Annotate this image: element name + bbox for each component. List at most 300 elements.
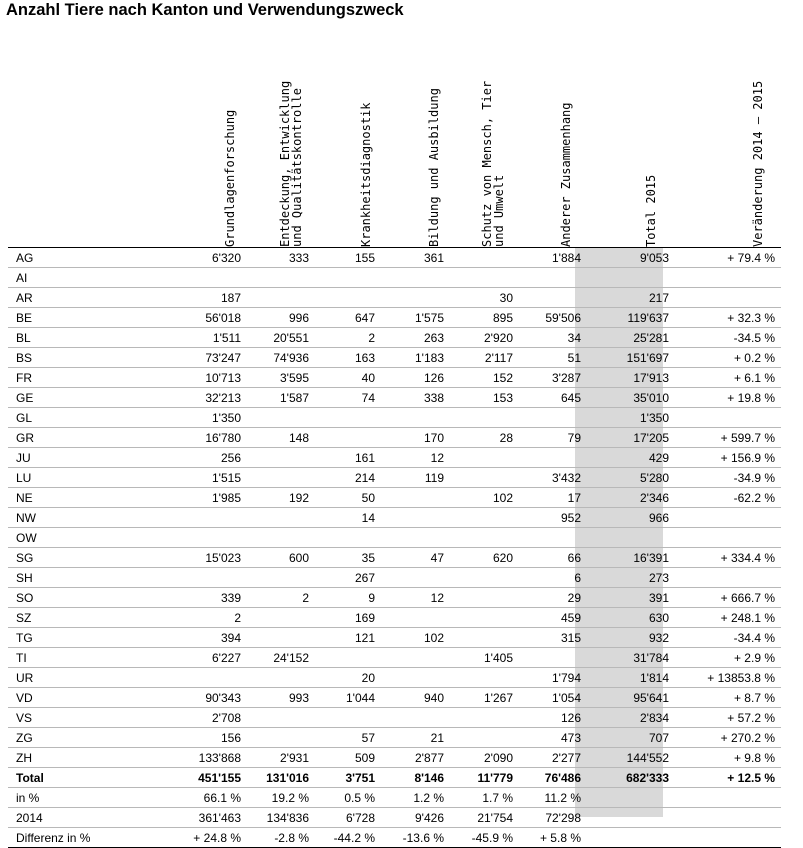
table-cell bbox=[380, 528, 449, 548]
table-cell: 126 bbox=[380, 368, 449, 388]
table-cell bbox=[246, 668, 314, 688]
table-cell: -34.9 % bbox=[674, 468, 781, 488]
table-cell: 315 bbox=[518, 628, 586, 648]
table-cell: 35 bbox=[314, 548, 380, 568]
table-cell: 15'023 bbox=[118, 548, 246, 568]
table-row bbox=[8, 628, 781, 648]
table-cell: 47 bbox=[380, 548, 449, 568]
table-cell: 192 bbox=[246, 488, 314, 508]
table-cell bbox=[586, 788, 674, 808]
table-cell bbox=[314, 268, 380, 288]
table-cell: 72'298 bbox=[518, 808, 586, 828]
table-cell: 1'183 bbox=[380, 348, 449, 368]
table-cell: 79 bbox=[518, 428, 586, 448]
table-cell: 35'010 bbox=[586, 388, 674, 408]
row-label: VD bbox=[8, 688, 118, 708]
table-cell: 152 bbox=[449, 368, 518, 388]
table-cell bbox=[674, 408, 781, 428]
table-cell: 73'247 bbox=[118, 348, 246, 368]
table-row bbox=[8, 528, 781, 548]
table-cell: 993 bbox=[246, 688, 314, 708]
table-cell bbox=[314, 648, 380, 668]
row-label: FR bbox=[8, 368, 118, 388]
table-row bbox=[8, 688, 781, 708]
table-cell bbox=[449, 588, 518, 608]
table-cell bbox=[246, 408, 314, 428]
table-cell: 2'931 bbox=[246, 748, 314, 768]
table-cell bbox=[449, 408, 518, 428]
table-cell: 102 bbox=[380, 628, 449, 648]
row-label: TI bbox=[8, 648, 118, 668]
row-label: GE bbox=[8, 388, 118, 408]
table-cell bbox=[518, 288, 586, 308]
table-cell: 339 bbox=[118, 588, 246, 608]
table-cell: 1'515 bbox=[118, 468, 246, 488]
table-cell: 119 bbox=[380, 468, 449, 488]
table-cell: 630 bbox=[586, 608, 674, 628]
table-cell: 40 bbox=[314, 368, 380, 388]
footer-row bbox=[8, 828, 781, 848]
table-cell: + 79.4 % bbox=[674, 248, 781, 268]
table-cell: 1'814 bbox=[586, 668, 674, 688]
table-cell: 256 bbox=[118, 448, 246, 468]
table-cell bbox=[674, 268, 781, 288]
footer-row bbox=[8, 808, 781, 828]
table-cell: 2'117 bbox=[449, 348, 518, 368]
table-cell bbox=[380, 568, 449, 588]
table-row bbox=[8, 748, 781, 768]
table-cell: 645 bbox=[518, 388, 586, 408]
animals-by-canton-table bbox=[8, 247, 781, 848]
table-cell: 131'016 bbox=[246, 768, 314, 788]
row-label: NW bbox=[8, 508, 118, 528]
table-cell: 1'350 bbox=[118, 408, 246, 428]
table-cell: 3'432 bbox=[518, 468, 586, 488]
table-cell: 1'511 bbox=[118, 328, 246, 348]
table-cell: + 32.3 % bbox=[674, 308, 781, 328]
table-row bbox=[8, 708, 781, 728]
table-row bbox=[8, 568, 781, 588]
table-cell bbox=[246, 568, 314, 588]
table-cell: 121 bbox=[314, 628, 380, 648]
table-cell: 6'320 bbox=[118, 248, 246, 268]
table-cell: + 6.1 % bbox=[674, 368, 781, 388]
table-cell bbox=[314, 428, 380, 448]
table-cell bbox=[518, 408, 586, 428]
table-cell: + 248.1 % bbox=[674, 608, 781, 628]
table-row bbox=[8, 548, 781, 568]
table-cell bbox=[674, 828, 781, 848]
table-cell: -45.9 % bbox=[449, 828, 518, 848]
column-header-line: Total 2015 bbox=[644, 174, 658, 247]
table-cell: -2.8 % bbox=[246, 828, 314, 848]
table-cell bbox=[380, 508, 449, 528]
column-header-line: Bildung und Ausbildung bbox=[427, 88, 441, 247]
table-cell: 2 bbox=[246, 588, 314, 608]
table-cell: 153 bbox=[449, 388, 518, 408]
table-title: Anzahl Tiere nach Kanton und Verwendungszweck bbox=[6, 1, 404, 19]
table-cell bbox=[246, 608, 314, 628]
table-cell bbox=[314, 528, 380, 548]
table-row bbox=[8, 328, 781, 348]
table-cell: 9 bbox=[314, 588, 380, 608]
table-cell: 34 bbox=[518, 328, 586, 348]
table-cell bbox=[674, 568, 781, 588]
table-cell: 214 bbox=[314, 468, 380, 488]
table-cell: 134'836 bbox=[246, 808, 314, 828]
table-cell: + 57.2 % bbox=[674, 708, 781, 728]
table-cell: 169 bbox=[314, 608, 380, 628]
table-cell bbox=[449, 508, 518, 528]
table-cell: 14 bbox=[314, 508, 380, 528]
table-cell: 267 bbox=[314, 568, 380, 588]
column-header-line: Grundlagenforschung bbox=[223, 109, 237, 247]
table-cell: 59'506 bbox=[518, 308, 586, 328]
table-cell: + 599.7 % bbox=[674, 428, 781, 448]
table-cell: 895 bbox=[449, 308, 518, 328]
table-cell bbox=[449, 708, 518, 728]
table-cell bbox=[246, 628, 314, 648]
table-cell bbox=[380, 708, 449, 728]
table-cell bbox=[586, 528, 674, 548]
table-cell: 1'884 bbox=[518, 248, 586, 268]
table-cell: 17 bbox=[518, 488, 586, 508]
table-cell: 3'751 bbox=[314, 768, 380, 788]
table-cell bbox=[674, 808, 781, 828]
table-cell: 273 bbox=[586, 568, 674, 588]
table-cell: 1'044 bbox=[314, 688, 380, 708]
row-label: JU bbox=[8, 448, 118, 468]
table-cell: 31'784 bbox=[586, 648, 674, 668]
table-cell: 3'287 bbox=[518, 368, 586, 388]
table-cell: 600 bbox=[246, 548, 314, 568]
table-cell: + 156.9 % bbox=[674, 448, 781, 468]
table-cell: 0.5 % bbox=[314, 788, 380, 808]
table-cell: 126 bbox=[518, 708, 586, 728]
table-cell bbox=[449, 448, 518, 468]
table-cell: 707 bbox=[586, 728, 674, 748]
table-row bbox=[8, 608, 781, 628]
table-cell: 21'754 bbox=[449, 808, 518, 828]
table-cell: 155 bbox=[314, 248, 380, 268]
table-cell: 932 bbox=[586, 628, 674, 648]
table-cell: 16'780 bbox=[118, 428, 246, 448]
table-cell: 144'552 bbox=[586, 748, 674, 768]
table-cell bbox=[118, 668, 246, 688]
table-cell bbox=[449, 468, 518, 488]
table-cell: 2'090 bbox=[449, 748, 518, 768]
total-row bbox=[8, 768, 781, 788]
table-cell bbox=[518, 528, 586, 548]
table-cell bbox=[246, 728, 314, 748]
table-cell: 451'155 bbox=[118, 768, 246, 788]
table-cell bbox=[674, 508, 781, 528]
table-cell: 6 bbox=[518, 568, 586, 588]
table-cell bbox=[246, 708, 314, 728]
table-cell bbox=[449, 268, 518, 288]
table-cell: 1'575 bbox=[380, 308, 449, 328]
table-cell: -44.2 % bbox=[314, 828, 380, 848]
table-cell: 24'152 bbox=[246, 648, 314, 668]
table-cell: 429 bbox=[586, 448, 674, 468]
table-cell: 1'405 bbox=[449, 648, 518, 668]
table-cell bbox=[246, 528, 314, 548]
table-cell: 338 bbox=[380, 388, 449, 408]
table-row bbox=[8, 508, 781, 528]
table-cell bbox=[380, 608, 449, 628]
row-label: SG bbox=[8, 548, 118, 568]
row-label: SO bbox=[8, 588, 118, 608]
table-cell bbox=[380, 268, 449, 288]
table-cell: 20 bbox=[314, 668, 380, 688]
table-cell: 1.2 % bbox=[380, 788, 449, 808]
table-cell: 647 bbox=[314, 308, 380, 328]
table-row bbox=[8, 248, 781, 268]
row-label: OW bbox=[8, 528, 118, 548]
table-cell: -34.5 % bbox=[674, 328, 781, 348]
table-cell: 473 bbox=[518, 728, 586, 748]
table-cell: 1'587 bbox=[246, 388, 314, 408]
table-cell bbox=[246, 448, 314, 468]
table-cell bbox=[118, 528, 246, 548]
table-cell bbox=[314, 408, 380, 428]
table-row bbox=[8, 468, 781, 488]
table-cell: 6'227 bbox=[118, 648, 246, 668]
table-row bbox=[8, 388, 781, 408]
table-row bbox=[8, 668, 781, 688]
table-cell bbox=[118, 268, 246, 288]
table-cell: -62.2 % bbox=[674, 488, 781, 508]
row-label: ZH bbox=[8, 748, 118, 768]
table-cell: + 9.8 % bbox=[674, 748, 781, 768]
table-cell bbox=[586, 828, 674, 848]
table-cell: 2'877 bbox=[380, 748, 449, 768]
table-row bbox=[8, 428, 781, 448]
table-cell: 56'018 bbox=[118, 308, 246, 328]
table-cell: 459 bbox=[518, 608, 586, 628]
table-cell: 29 bbox=[518, 588, 586, 608]
table-cell: 12 bbox=[380, 448, 449, 468]
table-cell: -34.4 % bbox=[674, 628, 781, 648]
table-cell bbox=[674, 788, 781, 808]
table-cell: 1'267 bbox=[449, 688, 518, 708]
row-label: BL bbox=[8, 328, 118, 348]
row-label: BE bbox=[8, 308, 118, 328]
table-cell bbox=[314, 708, 380, 728]
table-cell: 90'343 bbox=[118, 688, 246, 708]
table-cell bbox=[674, 288, 781, 308]
table-cell: 391 bbox=[586, 588, 674, 608]
row-label: SZ bbox=[8, 608, 118, 628]
table-row bbox=[8, 648, 781, 668]
table-cell: 620 bbox=[449, 548, 518, 568]
table-cell: 2 bbox=[314, 328, 380, 348]
table-cell bbox=[380, 668, 449, 688]
table-row bbox=[8, 728, 781, 748]
table-cell: 1'054 bbox=[518, 688, 586, 708]
table-cell: 20'551 bbox=[246, 328, 314, 348]
column-header-line: Entdeckung, Entwicklung bbox=[278, 80, 292, 247]
column-header-line: Krankheitsdiagnostik bbox=[359, 102, 373, 247]
row-label: AG bbox=[8, 248, 118, 268]
table-cell: 996 bbox=[246, 308, 314, 328]
table-cell: 9'426 bbox=[380, 808, 449, 828]
table-cell bbox=[449, 728, 518, 748]
table-cell: 682'333 bbox=[586, 768, 674, 788]
table-cell: 6'728 bbox=[314, 808, 380, 828]
table-cell bbox=[449, 568, 518, 588]
table-cell bbox=[449, 528, 518, 548]
table-cell bbox=[246, 268, 314, 288]
table-cell: 51 bbox=[518, 348, 586, 368]
table-cell: 1'985 bbox=[118, 488, 246, 508]
table-cell: 1.7 % bbox=[449, 788, 518, 808]
table-cell: + 19.8 % bbox=[674, 388, 781, 408]
table-cell: 151'697 bbox=[586, 348, 674, 368]
table-cell: 2'346 bbox=[586, 488, 674, 508]
table-cell: 17'913 bbox=[586, 368, 674, 388]
table-cell: 11'779 bbox=[449, 768, 518, 788]
table-row bbox=[8, 408, 781, 428]
table-cell: 2'277 bbox=[518, 748, 586, 768]
row-label: GR bbox=[8, 428, 118, 448]
table-cell: 361'463 bbox=[118, 808, 246, 828]
table-cell: 66 bbox=[518, 548, 586, 568]
table-cell bbox=[246, 288, 314, 308]
table-cell bbox=[449, 668, 518, 688]
table-cell: 163 bbox=[314, 348, 380, 368]
table-cell: 161 bbox=[314, 448, 380, 468]
table-cell: 102 bbox=[449, 488, 518, 508]
table-cell: + 270.2 % bbox=[674, 728, 781, 748]
table-cell bbox=[449, 248, 518, 268]
table-row bbox=[8, 348, 781, 368]
row-label: AR bbox=[8, 288, 118, 308]
row-label: LU bbox=[8, 468, 118, 488]
row-label: VS bbox=[8, 708, 118, 728]
table-cell: 5'280 bbox=[586, 468, 674, 488]
table-cell: 2'920 bbox=[449, 328, 518, 348]
table-cell: 394 bbox=[118, 628, 246, 648]
row-label: ZG bbox=[8, 728, 118, 748]
table-cell: 32'213 bbox=[118, 388, 246, 408]
table-cell: 217 bbox=[586, 288, 674, 308]
table-cell: 76'486 bbox=[518, 768, 586, 788]
table-cell: -13.6 % bbox=[380, 828, 449, 848]
table-row bbox=[8, 308, 781, 328]
table-cell bbox=[674, 528, 781, 548]
table-cell: 30 bbox=[449, 288, 518, 308]
table-cell: + 5.8 % bbox=[518, 828, 586, 848]
table-cell: 25'281 bbox=[586, 328, 674, 348]
table-cell: 2'834 bbox=[586, 708, 674, 728]
table-row bbox=[8, 488, 781, 508]
table-cell: 966 bbox=[586, 508, 674, 528]
table-cell: 263 bbox=[380, 328, 449, 348]
table-cell: 8'146 bbox=[380, 768, 449, 788]
row-label: Total bbox=[8, 768, 118, 788]
table-row bbox=[8, 368, 781, 388]
column-header-line: Schutz von Mensch, Tier bbox=[480, 80, 494, 247]
footer-row bbox=[8, 788, 781, 808]
row-label: NE bbox=[8, 488, 118, 508]
table-cell: 952 bbox=[518, 508, 586, 528]
table-cell bbox=[246, 508, 314, 528]
table-row bbox=[8, 448, 781, 468]
column-header-line: und Qualitätskontrolle bbox=[290, 88, 304, 247]
table-cell: + 2.9 % bbox=[674, 648, 781, 668]
table-cell: 2 bbox=[118, 608, 246, 628]
table-cell: 187 bbox=[118, 288, 246, 308]
table-cell: + 666.7 % bbox=[674, 588, 781, 608]
table-row bbox=[8, 288, 781, 308]
table-cell: 21 bbox=[380, 728, 449, 748]
table-row bbox=[8, 268, 781, 288]
table-cell: 16'391 bbox=[586, 548, 674, 568]
table-cell bbox=[118, 568, 246, 588]
table-cell bbox=[586, 808, 674, 828]
row-label: Differenz in % bbox=[8, 828, 118, 848]
table-cell: 12 bbox=[380, 588, 449, 608]
table-cell: 74'936 bbox=[246, 348, 314, 368]
row-label: BS bbox=[8, 348, 118, 368]
table-cell bbox=[586, 268, 674, 288]
column-header-line: und Umwelt bbox=[492, 174, 506, 247]
table-cell: 133'868 bbox=[118, 748, 246, 768]
table-cell bbox=[380, 288, 449, 308]
table-cell: 361 bbox=[380, 248, 449, 268]
table-cell bbox=[449, 608, 518, 628]
table-cell bbox=[380, 648, 449, 668]
table-cell: + 13853.8 % bbox=[674, 668, 781, 688]
table-cell bbox=[246, 468, 314, 488]
table-cell: 509 bbox=[314, 748, 380, 768]
table-cell bbox=[380, 408, 449, 428]
table-cell: 57 bbox=[314, 728, 380, 748]
table-cell: + 8.7 % bbox=[674, 688, 781, 708]
table-cell: 333 bbox=[246, 248, 314, 268]
table-cell: 3'595 bbox=[246, 368, 314, 388]
table-cell: 1'350 bbox=[586, 408, 674, 428]
table-cell: 940 bbox=[380, 688, 449, 708]
row-label: TG bbox=[8, 628, 118, 648]
row-label: 2014 bbox=[8, 808, 118, 828]
column-header-line: Anderer Zusammenhang bbox=[559, 102, 573, 247]
table-cell: 74 bbox=[314, 388, 380, 408]
table-cell: 28 bbox=[449, 428, 518, 448]
row-label: AI bbox=[8, 268, 118, 288]
table-cell: + 24.8 % bbox=[118, 828, 246, 848]
row-label: SH bbox=[8, 568, 118, 588]
table-cell: 148 bbox=[246, 428, 314, 448]
table-cell bbox=[518, 448, 586, 468]
table-cell bbox=[518, 648, 586, 668]
column-header-line: Veränderung 2014 – 2015 bbox=[751, 80, 765, 247]
table-cell: + 12.5 % bbox=[674, 768, 781, 788]
table-cell bbox=[380, 488, 449, 508]
table-cell: 9'053 bbox=[586, 248, 674, 268]
table-cell: 1'794 bbox=[518, 668, 586, 688]
table-cell bbox=[118, 508, 246, 528]
table-cell: 10'713 bbox=[118, 368, 246, 388]
row-label: UR bbox=[8, 668, 118, 688]
table-cell: 19.2 % bbox=[246, 788, 314, 808]
table-cell: 66.1 % bbox=[118, 788, 246, 808]
table-cell: 17'205 bbox=[586, 428, 674, 448]
table-cell bbox=[518, 268, 586, 288]
table-cell: + 334.4 % bbox=[674, 548, 781, 568]
table-cell: 170 bbox=[380, 428, 449, 448]
